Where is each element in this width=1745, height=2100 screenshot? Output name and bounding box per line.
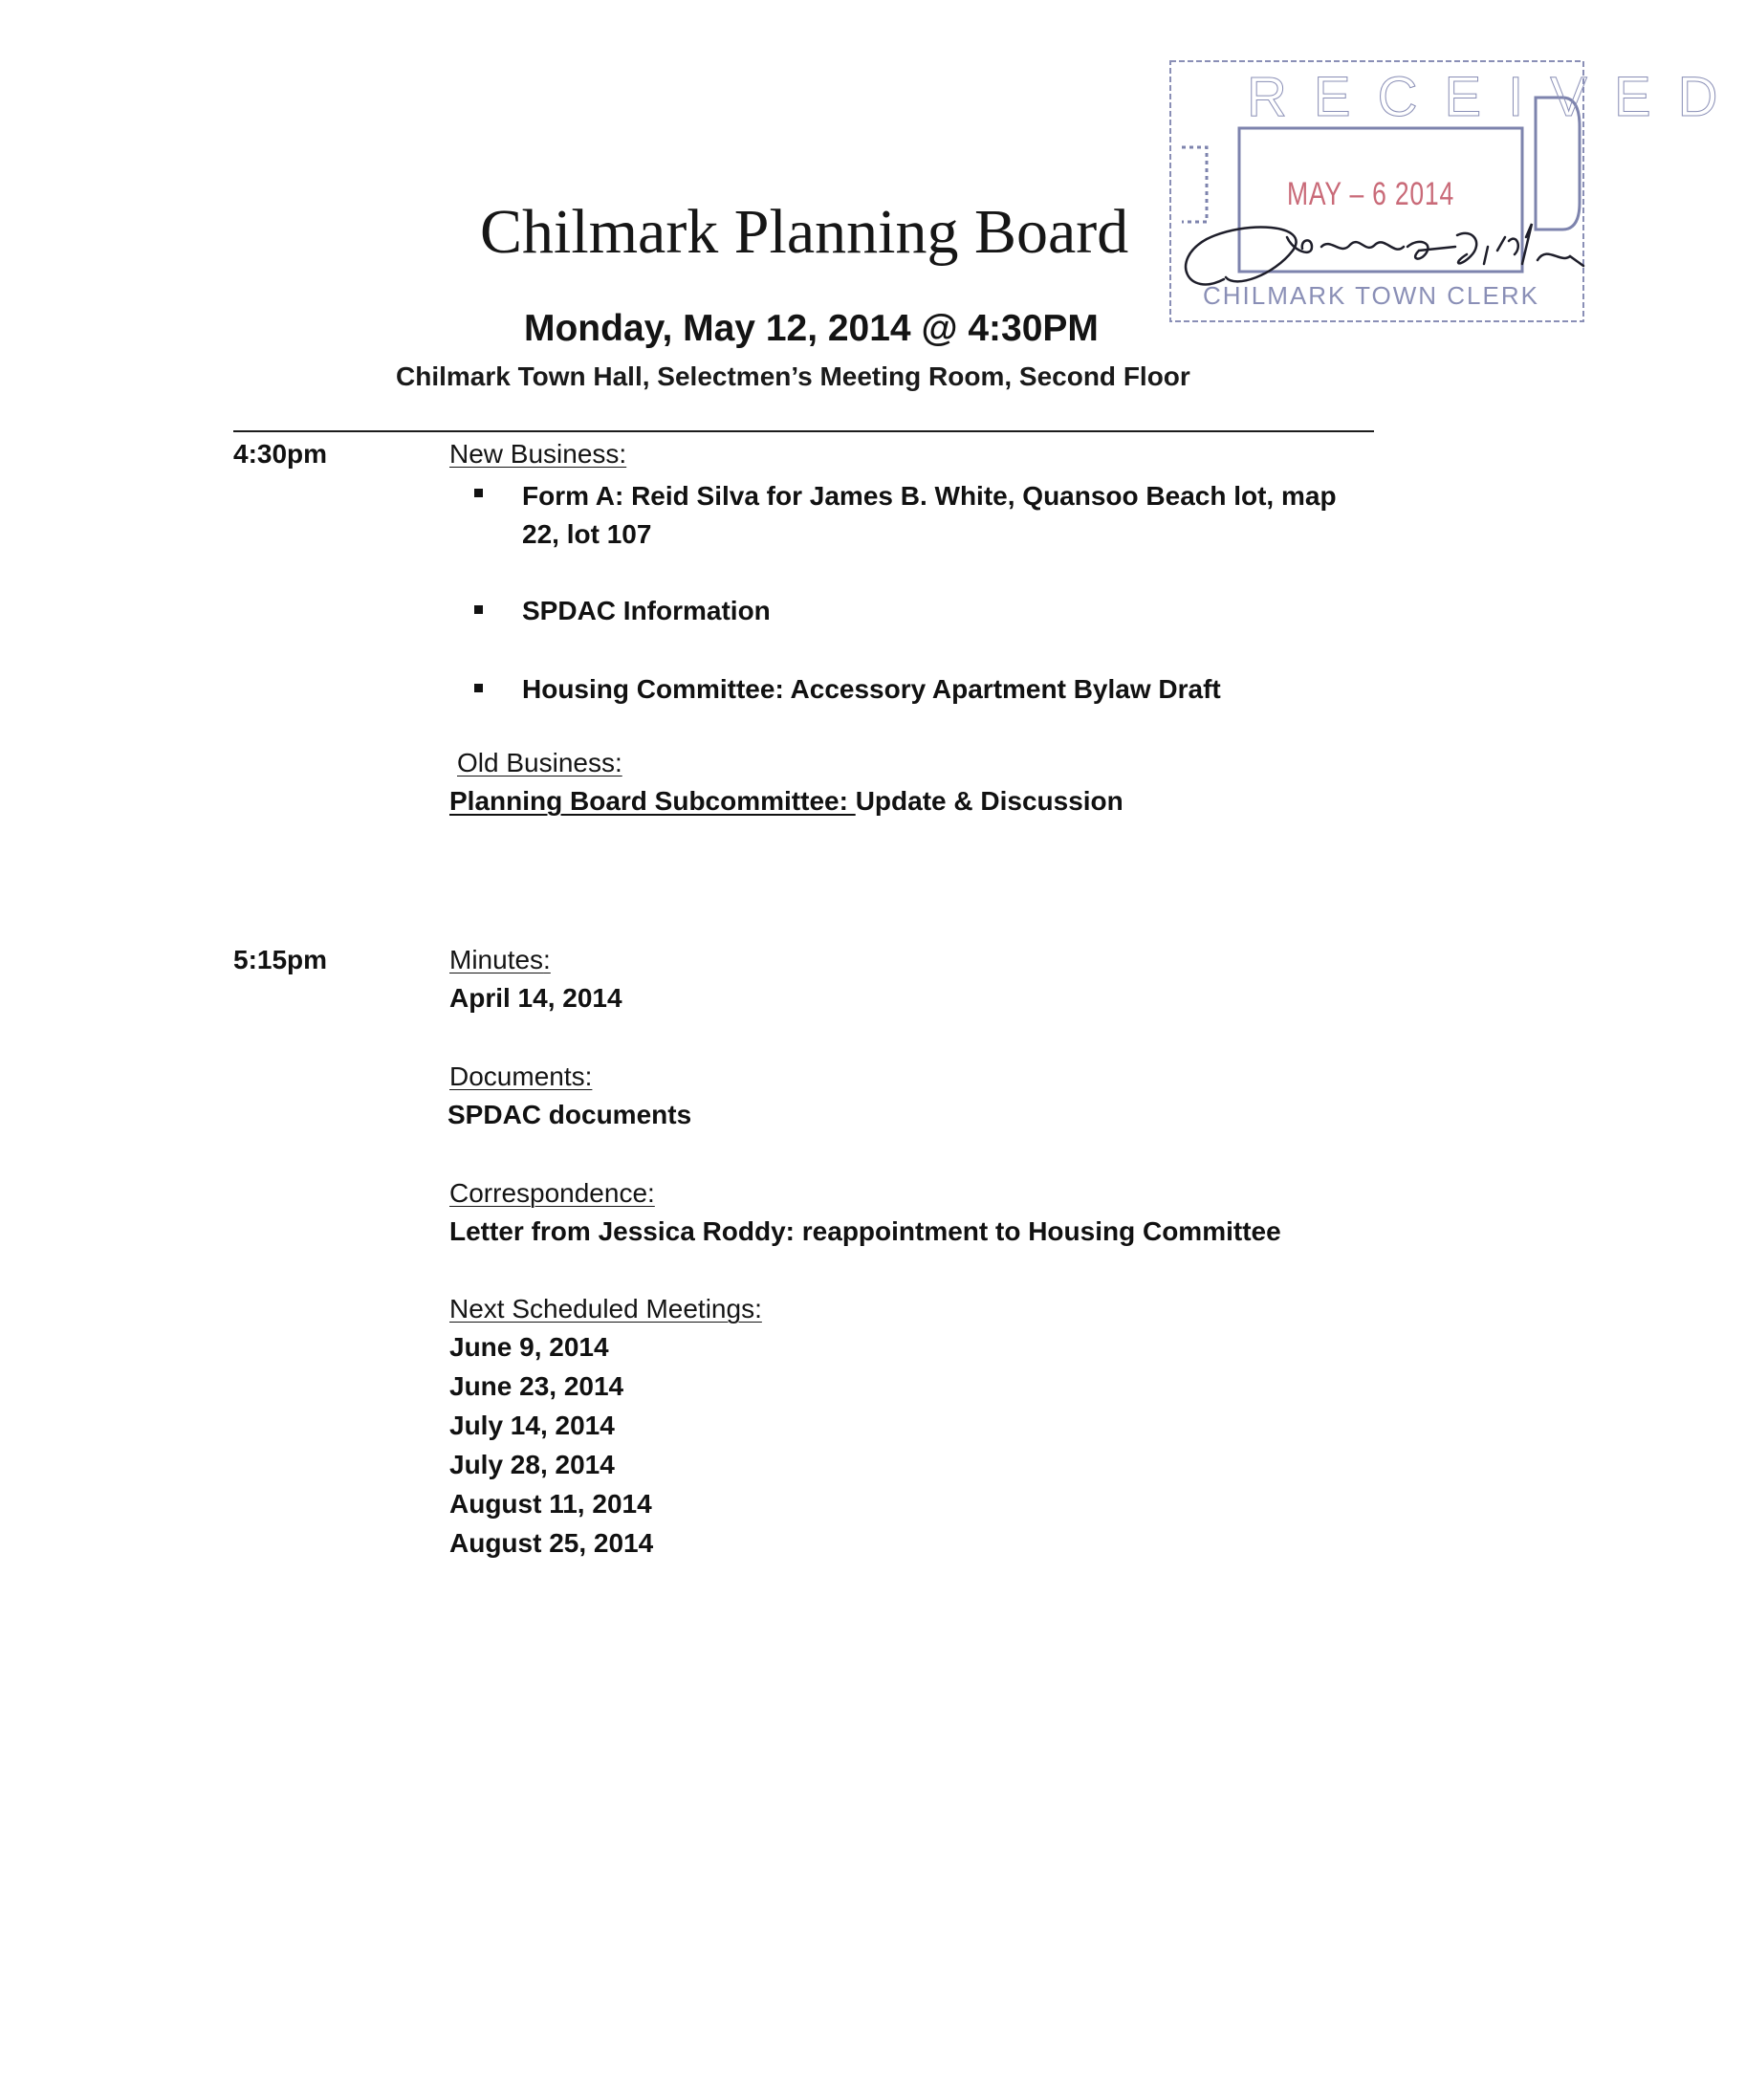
stamp-date: MAY – 6 2014 (1287, 176, 1454, 212)
bullet-icon (474, 489, 483, 497)
next-meeting-date: June 23, 2014 (449, 1371, 624, 1401)
old-business-item (449, 786, 1123, 817)
next-meeting-date: August 11, 2014 (449, 1489, 652, 1519)
new-business-item: SPDAC Information (522, 596, 771, 625)
bullet-icon (474, 605, 483, 614)
old-business-heading: Old Business: (457, 748, 622, 777)
header-divider (233, 430, 1374, 432)
bullet-icon (474, 684, 483, 692)
new-business-item: Form A: Reid Silva for James B. White, Quansoo Beach lot, map 22, lot 107 (522, 481, 1337, 549)
documents-item: SPDAC documents (447, 1100, 692, 1129)
next-meeting-date: August 25, 2014 (449, 1528, 654, 1558)
meeting-date: Monday, May 12, 2014 @ 4:30PM (524, 308, 1099, 349)
new-business-item: Housing Committee: Accessory Apartment Bylaw Draft (522, 674, 1221, 704)
correspondence-item: Letter from Jessica Roddy: reappointment to Housing Committee (449, 1216, 1281, 1246)
new-business-heading: New Business: (449, 439, 627, 469)
next-meeting-date: June 9, 2014 (449, 1332, 609, 1362)
received-stamp (1168, 59, 1745, 325)
next-meetings-heading: Next Scheduled Meetings: (449, 1294, 762, 1323)
meeting-location: Chilmark Town Hall, Selectmen’s Meeting Room, Second Floor (396, 361, 1190, 391)
next-meeting-date: July 28, 2014 (449, 1450, 615, 1479)
stamp-office: CHILMARK TOWN CLERK (1203, 281, 1539, 310)
old-business-item-text: Update & Discussion (855, 786, 1123, 816)
minutes-heading (449, 945, 551, 975)
documents-heading: Documents: (449, 1061, 593, 1091)
page-title: Chilmark Planning Board (480, 197, 1129, 267)
session-time-1: 4:30pm (233, 439, 328, 469)
minutes-item: April 14, 2014 (449, 983, 622, 1013)
next-meeting-date: July 14, 2014 (449, 1411, 615, 1440)
session-time-2: 5:15pm (233, 945, 328, 974)
stamp-received-text: RECEIVED (1247, 66, 1745, 128)
minutes-heading-colon: : (543, 945, 551, 974)
minutes-heading-text: Minutes (449, 945, 544, 974)
correspondence-heading: Correspondence: (449, 1178, 655, 1208)
old-business-item-label: Planning Board Subcommittee: (449, 786, 856, 816)
